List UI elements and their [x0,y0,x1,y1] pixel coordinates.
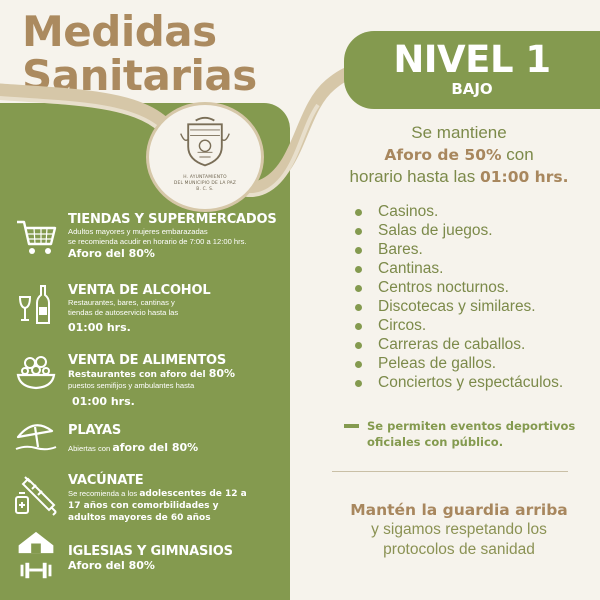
list-item: Casinos. [355,202,563,221]
list-item: Salas de juegos. [355,221,563,240]
closing-line-3: protocolos de sanidad [383,541,535,558]
item-description: se recomienda acudir en horario de 7:00 a 12:00 hrs. [68,236,247,246]
item-title: VENTA DE ALCOHOL [68,283,211,298]
level-subtitle: BAJO [451,80,493,98]
intro-line-1: Se mantiene [411,123,507,142]
item-description: puestos semifijos y ambulantes hasta [68,381,195,390]
item-alimentos [14,353,286,413]
item-description: Abiertas con aforo del 80% [68,441,199,454]
list-item: Conciertos y espectáculos. [355,373,563,392]
sports-note [344,418,594,450]
coat-of-arms-icon [177,115,233,171]
list-item: Carreras de caballos. [355,335,563,354]
title-line-2: Sanitarias [22,51,257,100]
item-description: Se recomienda a los adolescentes de 12 a 17 años con comorbilidades y adultos mayores de 60 años [68,489,247,523]
divider [332,471,568,472]
list-item: Discotecas y similares. [355,297,563,316]
item-tiendas [14,212,286,272]
municipal-seal [146,102,264,212]
intro-line-3: horario hasta las 01:00 hrs. [349,167,569,186]
venues-list [355,202,563,392]
item-hour: 01:00 hrs. [72,394,135,408]
beach-umbrella-icon [14,417,58,461]
list-item: Bares. [355,240,563,259]
church-gym-icon [14,530,58,584]
list-item: Circos. [355,316,563,335]
closing-text [318,500,600,560]
sports-note-text: Se permiten eventos deportivos oficiales con público. [367,419,576,449]
item-hour: 01:00 hrs. [68,321,131,334]
item-description: Adultos mayores y mujeres embarazadas [68,227,208,236]
item-title: VENTA DE ALIMENTOS [68,353,227,368]
list-item: Centros nocturnos. [355,278,563,297]
item-title: PLAYAS [68,423,122,438]
level-title: NIVEL 1 [393,38,551,81]
shopping-cart-icon [14,216,58,260]
item-vacunate [14,473,286,533]
item-aforo: Aforo del 80% [68,559,155,572]
closing-line-2: y sigamos respetando los [371,521,547,538]
closing-bold: Mantén la guardia arriba [350,501,568,519]
title-line-1: Medidas [22,7,217,56]
list-item: Peleas de gallos. [355,354,563,373]
intro-text [318,122,600,188]
item-title: IGLESIAS Y GIMNASIOS [68,544,233,559]
item-aforo: Restaurantes con aforo del 80% [68,367,236,380]
list-item: Cantinas. [355,259,563,278]
wine-bottle-icon [14,283,58,327]
dash-icon [344,424,359,428]
item-alcohol [14,283,286,343]
page-title [22,7,257,100]
item-aforo: Aforo del 80% [68,247,155,260]
item-description: tiendas de autoservicio hasta las [68,307,179,317]
item-title: VACÚNATE [68,473,144,488]
item-title: TIENDAS Y SUPERMERCADOS [68,212,277,227]
intro-line-2: Aforo de 50% con [384,145,534,164]
food-bowl-icon [14,353,58,397]
level-badge [344,31,600,109]
item-playas [14,423,286,459]
vaccine-syringe-icon [14,475,58,519]
item-iglesias [14,530,286,590]
item-description: Restaurantes, bares, cantinas y [68,298,175,307]
seal-caption: H. AYUNTAMIENTO DEL MUNICIPIO DE LA PAZ B. C. S. [173,175,237,192]
